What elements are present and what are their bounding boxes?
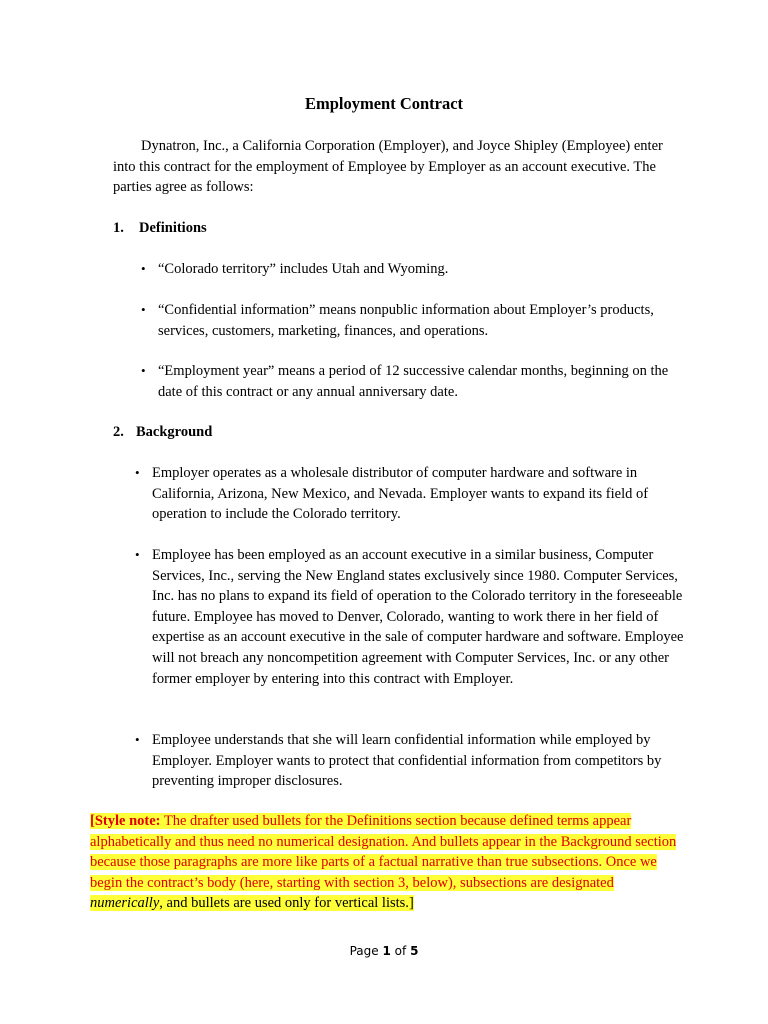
section-title: Background — [136, 424, 213, 440]
background-item — [135, 463, 687, 525]
style-note-text: The drafter used bullets for the Definitions section because defined terms appear alphabetically and thus need no numerical designation. And bullets appear in the Background section because those paragraphs are more like parts of a factual narrative than true subsections. Once we begin the contract’s body (here, starting with section 3, below), subsections are designated — [90, 813, 677, 891]
background-item — [135, 545, 687, 689]
background-text: Employee has been employed as an account executive in a similar business, Computer Services, Inc., serving the New England states exclusively since 1980. Computer Services, Inc. has no plans to expand its field of operation to the Colorado territory in the foreseeable future. Employee has moved to Denver, Colorado, wanting to work there in her field of expertise as an account executive in the sale of computer hardware and software. Employee will not breach any noncompetition agreement with Computer Services, Inc. or any other former employer by entering into this contract with Employer. — [152, 547, 684, 687]
bullet-icon: • — [141, 302, 146, 317]
footer-current-page: 1 — [382, 944, 391, 958]
background-text: Employer operates as a wholesale distributor of computer hardware and software in California, Arizona, New Mexico, and Nevada. Employer wants to expand its field of operation to include the Colorado territory. — [152, 465, 649, 523]
document-title: Employment Contract — [304, 94, 464, 113]
intro-paragraph: Dynatron, Inc., a California Corporation (Employer), and Joyce Shipley (Employee) enter into this contract for the employment of Employee by Employer as an account executive. The parties agree as follows: — [113, 138, 663, 196]
bullet-icon: • — [141, 363, 146, 378]
bullet-icon: • — [141, 261, 146, 276]
bullet-icon: • — [135, 732, 140, 747]
bullet-icon: • — [135, 547, 140, 562]
section-heading-background — [113, 422, 212, 443]
style-note-text-end: , and bullets are used only for vertical lists. — [159, 895, 409, 912]
style-note-emphasis: numerically — [90, 895, 160, 912]
background-text: Employee understands that she will learn confidential information while employed by Employer. Employer wants to protect that confidential information from competitors by preventing improper disclosures. — [152, 732, 662, 790]
section-number: 2. — [113, 424, 124, 440]
definition-item — [141, 361, 683, 402]
footer-page-word: Page — [349, 944, 379, 958]
section-title: Definitions — [139, 220, 207, 236]
style-note — [90, 811, 690, 914]
style-note-close-bracket: ] — [408, 895, 414, 912]
footer-total-pages: 5 — [410, 944, 419, 958]
style-note-highlight — [90, 813, 676, 911]
definition-text: “Colorado territory” includes Utah and Wyoming. — [158, 261, 449, 277]
footer-of-word: of — [394, 944, 407, 958]
page-footer — [0, 942, 768, 960]
definition-item — [141, 300, 683, 341]
section-number: 1. — [113, 220, 124, 236]
bullet-icon: • — [135, 465, 140, 480]
style-note-open-bracket: [ — [90, 813, 95, 829]
definition-text: “Confidential information” means nonpublic information about Employer’s products, services, customers, marketing, finances, and operations. — [158, 302, 654, 339]
section-heading-definitions — [113, 218, 207, 239]
definition-item — [141, 259, 683, 280]
background-item — [135, 730, 687, 792]
style-note-label: Style note: — [94, 813, 161, 829]
definition-text: “Employment year” means a period of 12 successive calendar months, beginning on the date of this contract or any annual anniversary date. — [158, 363, 669, 400]
